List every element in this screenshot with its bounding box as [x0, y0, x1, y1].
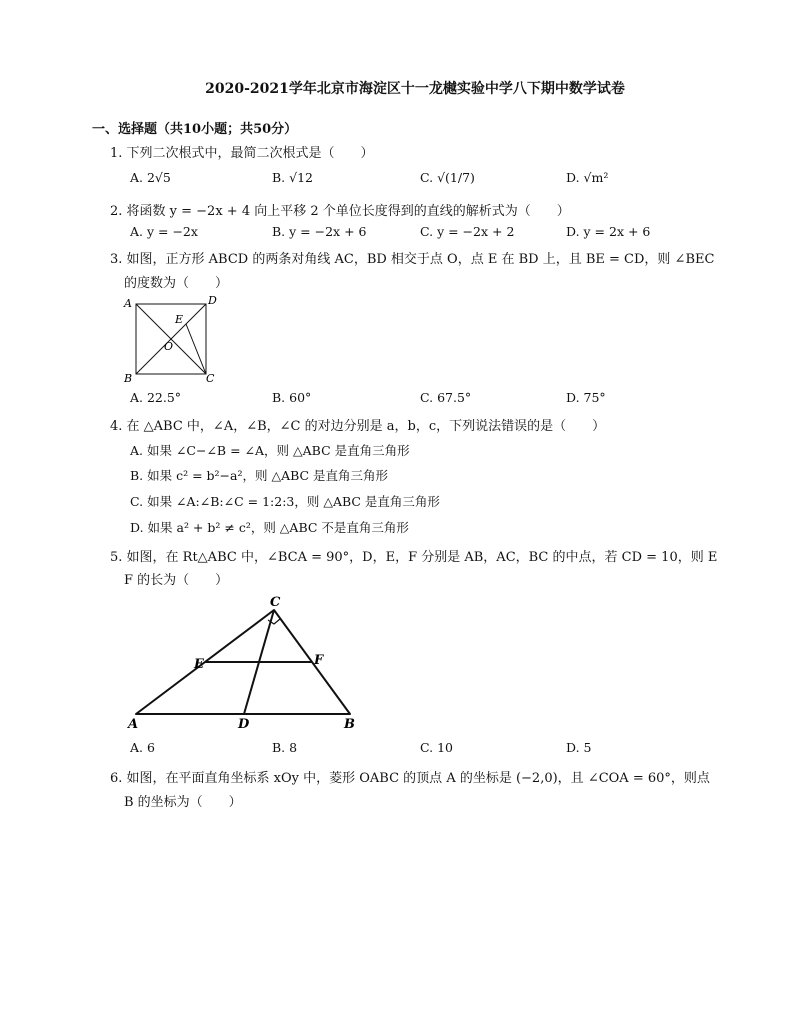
label-e: E: [175, 313, 184, 326]
label-f: F: [314, 653, 324, 668]
question-3-option-d: D. 75°: [566, 390, 606, 405]
question-5-option-a: A. 6: [130, 740, 155, 755]
question-5-stem-line2: F 的长为（ ）: [124, 573, 229, 588]
label-o: O: [164, 340, 174, 353]
question-5-option-b: B. 8: [272, 740, 298, 755]
question-1-option-c: C. √(1/7): [420, 170, 475, 185]
question-4-option-b: B. 如果 c² = b²−a²，则 △ABC 是直角三角形: [130, 468, 389, 483]
question-6-stem-line2: B 的坐标为（ ）: [124, 795, 242, 810]
label-a: A: [124, 297, 132, 310]
label-d: D: [238, 717, 250, 732]
question-4-option-c: C. 如果 ∠A:∠B:∠C = 1:2:3，则 △ABC 是直角三角形: [130, 494, 440, 509]
label-d: D: [208, 294, 217, 307]
question-5-option-d: D. 5: [566, 740, 592, 755]
question-2-option-b: B. y = −2x + 6: [272, 224, 367, 239]
label-c: C: [270, 595, 281, 610]
label-c: C: [206, 372, 215, 385]
question-4-option-d: D. 如果 a² + b² ≠ c²，则 △ABC 不是直角三角形: [130, 520, 409, 535]
question-2-option-c: C. y = −2x + 2: [420, 224, 515, 239]
question-3-option-c: C. 67.5°: [420, 390, 472, 405]
segment-ec: [186, 324, 206, 374]
question-1-option-b: B. √12: [272, 170, 314, 185]
question-4-option-a: A. 如果 ∠C−∠B = ∠A，则 △ABC 是直角三角形: [130, 443, 410, 458]
question-6-stem-line1: 6. 如图，在平面直角坐标系 xOy 中，菱形 OABC 的顶点 A 的坐标是 (−2,0)，且 ∠COA = 60°，则点: [110, 771, 710, 786]
question-4-stem: 4. 在 △ABC 中，∠A，∠B，∠C 的对边分别是 a，b，c，下列说法错误的是（ ）: [110, 419, 606, 434]
question-3-stem-line2: 的度数为（ ）: [124, 276, 229, 291]
page-title: 2020-2021学年北京市海淀区十一龙樾实验中学八下期中数学试卷: [205, 81, 625, 97]
question-3-option-b: B. 60°: [272, 390, 312, 405]
question-1-option-a: A. 2√5: [130, 170, 171, 185]
question-5-triangle-figure: [124, 590, 364, 732]
label-b: B: [344, 717, 355, 732]
section-heading: 一、选择题（共10小题；共50分）: [92, 122, 298, 137]
question-3-square-figure: [120, 292, 220, 386]
question-1-stem: 1. 下列二次根式中，最简二次根式是（ ）: [110, 146, 374, 161]
question-3-option-a: A. 22.5°: [130, 390, 182, 405]
question-5-stem-line1: 5. 如图，在 Rt△ABC 中，∠BCA = 90°，D，E，F 分别是 AB，AC，BC 的中点，若 CD = 10，则 E: [110, 550, 718, 565]
question-2-option-a: A. y = −2x: [130, 224, 198, 239]
question-2-option-d: D. y = 2x + 6: [566, 224, 651, 239]
label-e: E: [194, 657, 204, 672]
question-1-option-d: D. √m²: [566, 170, 609, 185]
question-2-stem: 2. 将函数 y = −2x + 4 向上平移 2 个单位长度得到的直线的解析式为（ ）: [110, 204, 570, 219]
label-a: A: [128, 717, 139, 732]
label-b: B: [124, 372, 133, 385]
question-3-stem-line1: 3. 如图，正方形 ABCD 的两条对角线 AC，BD 相交于点 O，点 E 在 BD 上，且 BE = CD，则 ∠BEC: [110, 252, 715, 267]
question-5-option-c: C. 10: [420, 740, 453, 755]
